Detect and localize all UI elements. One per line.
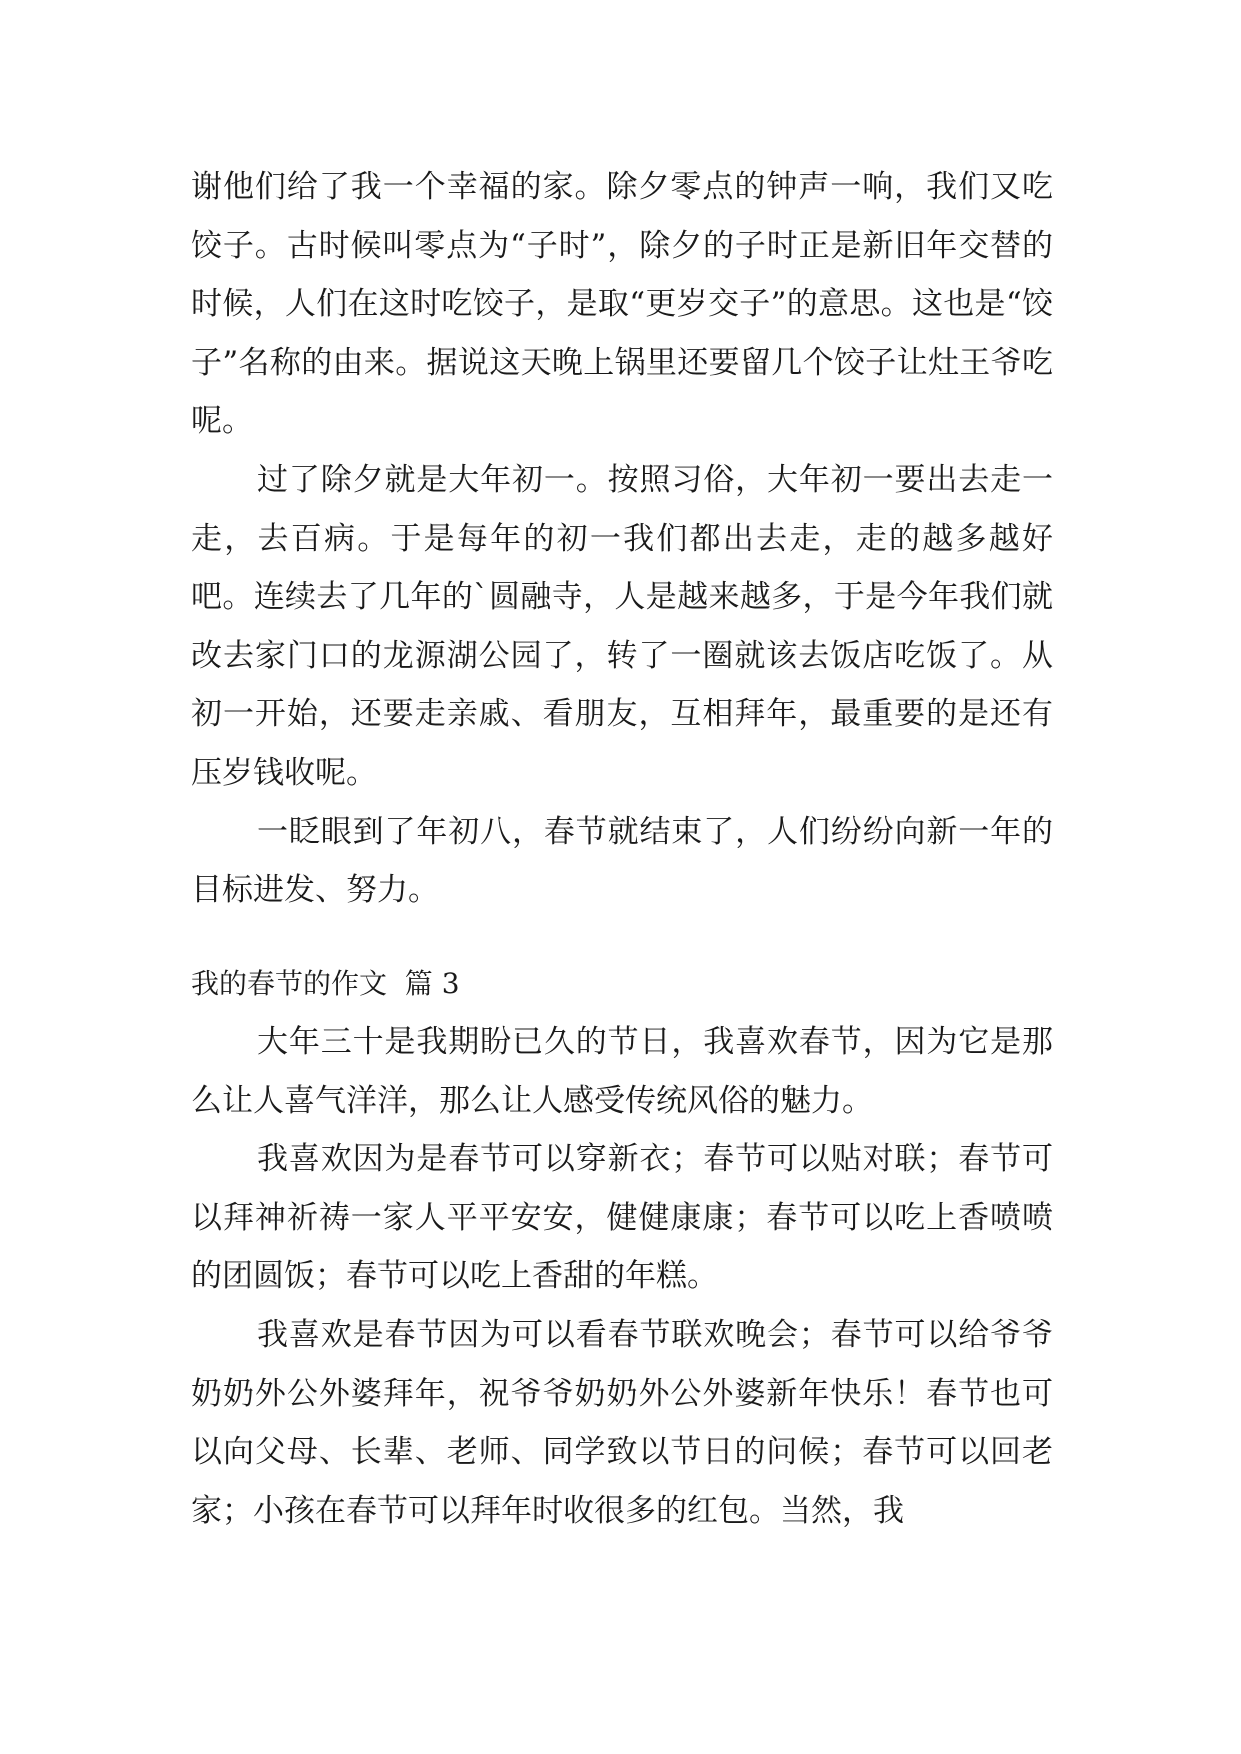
section-paragraph-1: 大年三十是我期盼已久的节日，我喜欢春节，因为它是那么让人喜气洋洋，那么让人感受传统风俗的魅力。 (191, 1024, 1053, 1119)
section-paragraph-3: 我喜欢是春节因为可以看春节联欢晚会；春节可以给爷爷奶奶外公外婆拜年，祝爷爷奶奶外公外婆新年快乐！春节也可以向父母、长辈、老师、同学致以节日的问候；春节可以回老家；小孩在春节可以拜年时收很多的红包。当然，我 (191, 1316, 1053, 1529)
essay-text-top (191, 158, 1053, 920)
paragraph-end: 一眨眼到了年初八，春节就结束了，人们纷纷向新一年的目标进发、努力。 (191, 813, 1053, 909)
continued-paragraph: 谢他们给了我一个幸福的家。除夕零点的钟声一响，我们又吃饺子。古时候叫零点为“子时”，除夕的子时正是新旧年交替的时候，人们在这时吃饺子，是取“更岁交子”的意思。这也是“饺子”名称的由来。据说这天晚上锅里还要留几个饺子让灶王爷吃呢。 (191, 169, 1053, 440)
section-heading: 我的春节的作文 篇 3 (191, 967, 460, 1000)
essay-text-bottom (191, 1013, 1053, 1540)
paragraph-new-year: 过了除夕就是大年初一。按照习俗，大年初一要出去走一走，去百病。于是每年的初一我们都出去走，走的越多越好吧。连续去了几年的`圆融寺，人是越来越多，于是今年我们就改去家门口的龙源湖公园了，转了一圈就该去饭店吃饭了。从初一开始，还要走亲戚、看朋友，互相拜年，最重要的是还有压岁钱收呢。 (191, 461, 1053, 791)
section-paragraph-2: 我喜欢因为是春节可以穿新衣；春节可以贴对联；春节可以拜神祈祷一家人平平安安，健健康康；春节可以吃上香喷喷的团圆饭；春节可以吃上香甜的年糕。 (191, 1141, 1053, 1295)
